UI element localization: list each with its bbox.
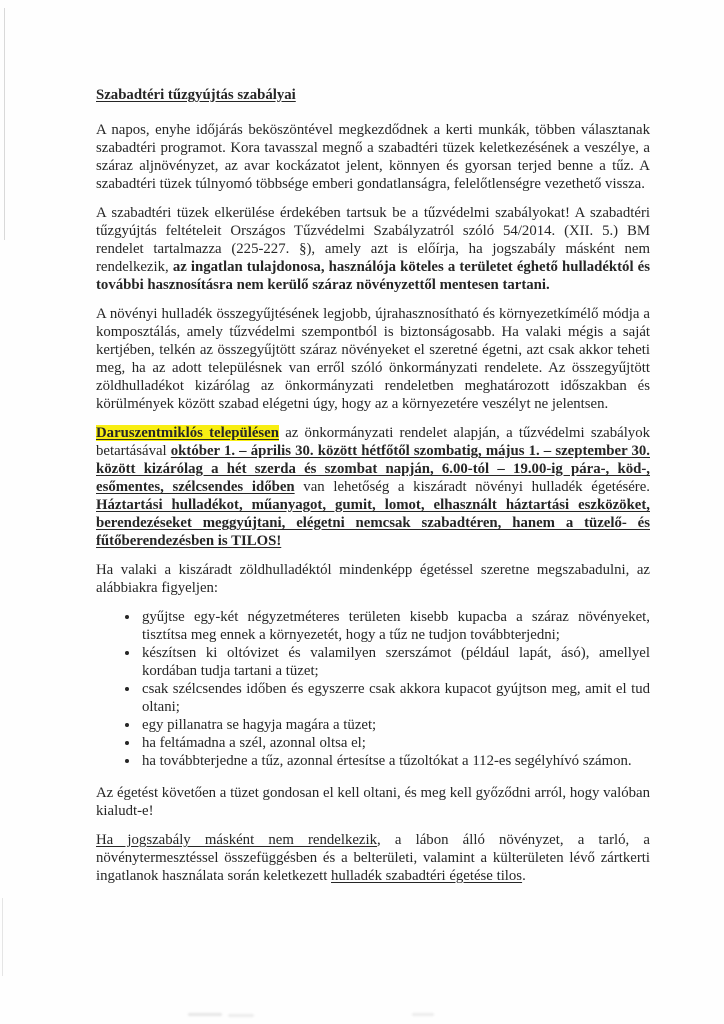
paragraph — [96, 121, 650, 193]
bullet-item — [140, 716, 650, 734]
text-run: Ha jogszabály másként nem rendelkezik — [96, 832, 378, 848]
scan-artifact-speck — [188, 1013, 222, 1016]
text-run: egy pillanatra se hagyja magára a tüzet; — [142, 717, 377, 733]
scan-artifact-speck — [228, 1014, 254, 1017]
text-run: készítsen ki oltóvizet és valamilyen szerszámot (például lapát, ásó), amellyel kordában tudja tartani a tüzet; — [142, 645, 650, 679]
scan-artifact-speck — [412, 1013, 434, 1016]
paragraph — [96, 561, 650, 597]
bullet-list — [96, 608, 650, 770]
bullet-item — [140, 752, 650, 770]
text-run: A szabadtéri tüzek elkerülése érdekében tartsuk be a tűzvédelmi szabályokat! A szabadtéri tűzgyújtás feltételeit Országos Tűzvédelmi Szabályzatról szóló 54/2014. (XII. 5.) BM rendelet tartalmazza (225-227. §), amely azt is előírja, ha jogszabály másként nem rendelkezik, — [96, 205, 650, 275]
paragraph — [96, 305, 650, 413]
text-run: Háztartási hulladékot, műanyagot, gumit, lomot, elhasznált háztartási eszközöket, berendezéseket meggyújtani, elégetni nemcsak szabadtéren, hanem a tüzelő- és fűtőberendezésben is TILOS! — [96, 497, 650, 549]
paragraph — [96, 204, 650, 294]
text-run: . — [522, 868, 526, 884]
text-run: hulladék szabadtéri égetése tilos — [331, 868, 523, 884]
text-run: A növényi hulladék összegyűjtésének legjobb, újrahasznosítható és környezetkímélő módja a komposztálás, amely tűzvédelmi szempontból is biztonságosabb. Ha valaki mégis a saját kertjében, telkén az összegyűjtött száraz növényeket el szeretné égetni, azt csak akkor teheti meg, ha az adott településnek van erről szóló önkormányzati rendelete. Az összegyűjtött zöldhulladékot kizárólag az önkormányzati rendeletben meghatározott időszakban és körülmények között szabad elégetni úgy, hogy az a környezetére veszélyt ne jelentsen. — [96, 306, 650, 412]
text-run: , a lábon álló növényzet, a tarló, a növénytermesztéssel összefüggésben és a belterületi, valamint a külterületen lévő zártkerti ingatlanok használata során keletkezett — [96, 832, 650, 884]
document-content — [96, 86, 650, 896]
document-title — [96, 86, 650, 104]
text-run: csak szélcsendes időben és egyszerre csak akkora kupacot gyújtson meg, amit el tud oltani; — [142, 681, 650, 715]
bullet-item — [140, 680, 650, 716]
text-run: október 1. – április 30. között hétfőtől szombatig, május 1. – szeptember 30. között kizárólag a hét szerda és szombat napján, 6.00-tól – 19.00-ig pára-, köd-, esőmentes, szélcsendes időben — [96, 443, 650, 495]
bullet-item — [140, 734, 650, 752]
text-run: Ha valaki a kiszáradt zöldhulladéktól mindenképp égetéssel szeretne megszabadulni, az alábbiakra figyeljen: — [96, 562, 650, 596]
text-run: van lehetőség a kiszáradt növényi hulladék égetésére. — [294, 479, 650, 495]
text-run: Az égetést követően a tüzet gondosan el kell oltani, és meg kell győződni arról, hogy valóban kialudt-e! — [96, 785, 650, 819]
scan-artifact-line — [4, 8, 5, 240]
bullet-item — [140, 608, 650, 644]
text-run: ha továbbterjedne a tűz, azonnal értesítse a tűzoltókat a 112-es segélyhívó számon. — [142, 753, 632, 769]
bullet-item — [140, 644, 650, 680]
text-run: az önkormányzati rendelet alapján, a tűzvédelmi szabályok betartásával — [96, 425, 651, 459]
paragraph — [96, 784, 650, 820]
paragraph — [96, 424, 650, 550]
text-run: az ingatlan tulajdonosa, használója köteles a területet éghető hulladéktól és további hasznosításra nem kerülő száraz növényzettől mentesen tartani. — [96, 259, 650, 293]
scan-artifact-line — [2, 898, 3, 976]
text-run: Szabadtéri tűzgyújtás szabályai — [96, 87, 296, 103]
text-run: A napos, enyhe időjárás beköszöntével megkezdődnek a kerti munkák, többen választanak szabadtéri programot. Kora tavasszal megnő a szabadtéri tüzek keletkezésének a veszélye, a száraz aljnövényzet, az avar kockázatot jelent, könnyen és gyorsan terjed benne a tűz. A szabadtéri tüzek túlnyomó többsége emberi gondatlanságra, felelőtlenségre vezethető vissza. — [96, 122, 650, 192]
text-run: ha feltámadna a szél, azonnal oltsa el; — [142, 735, 366, 751]
paragraph — [96, 831, 650, 885]
text-run: gyűjtse egy-két négyzetméteres területen kisebb kupacba a száraz növényeket, tisztítsa meg ennek a környezetét, hogy a tűz ne tudjon továbbterjedni; — [142, 609, 650, 643]
text-run: Daruszentmiklós településen — [96, 425, 279, 441]
